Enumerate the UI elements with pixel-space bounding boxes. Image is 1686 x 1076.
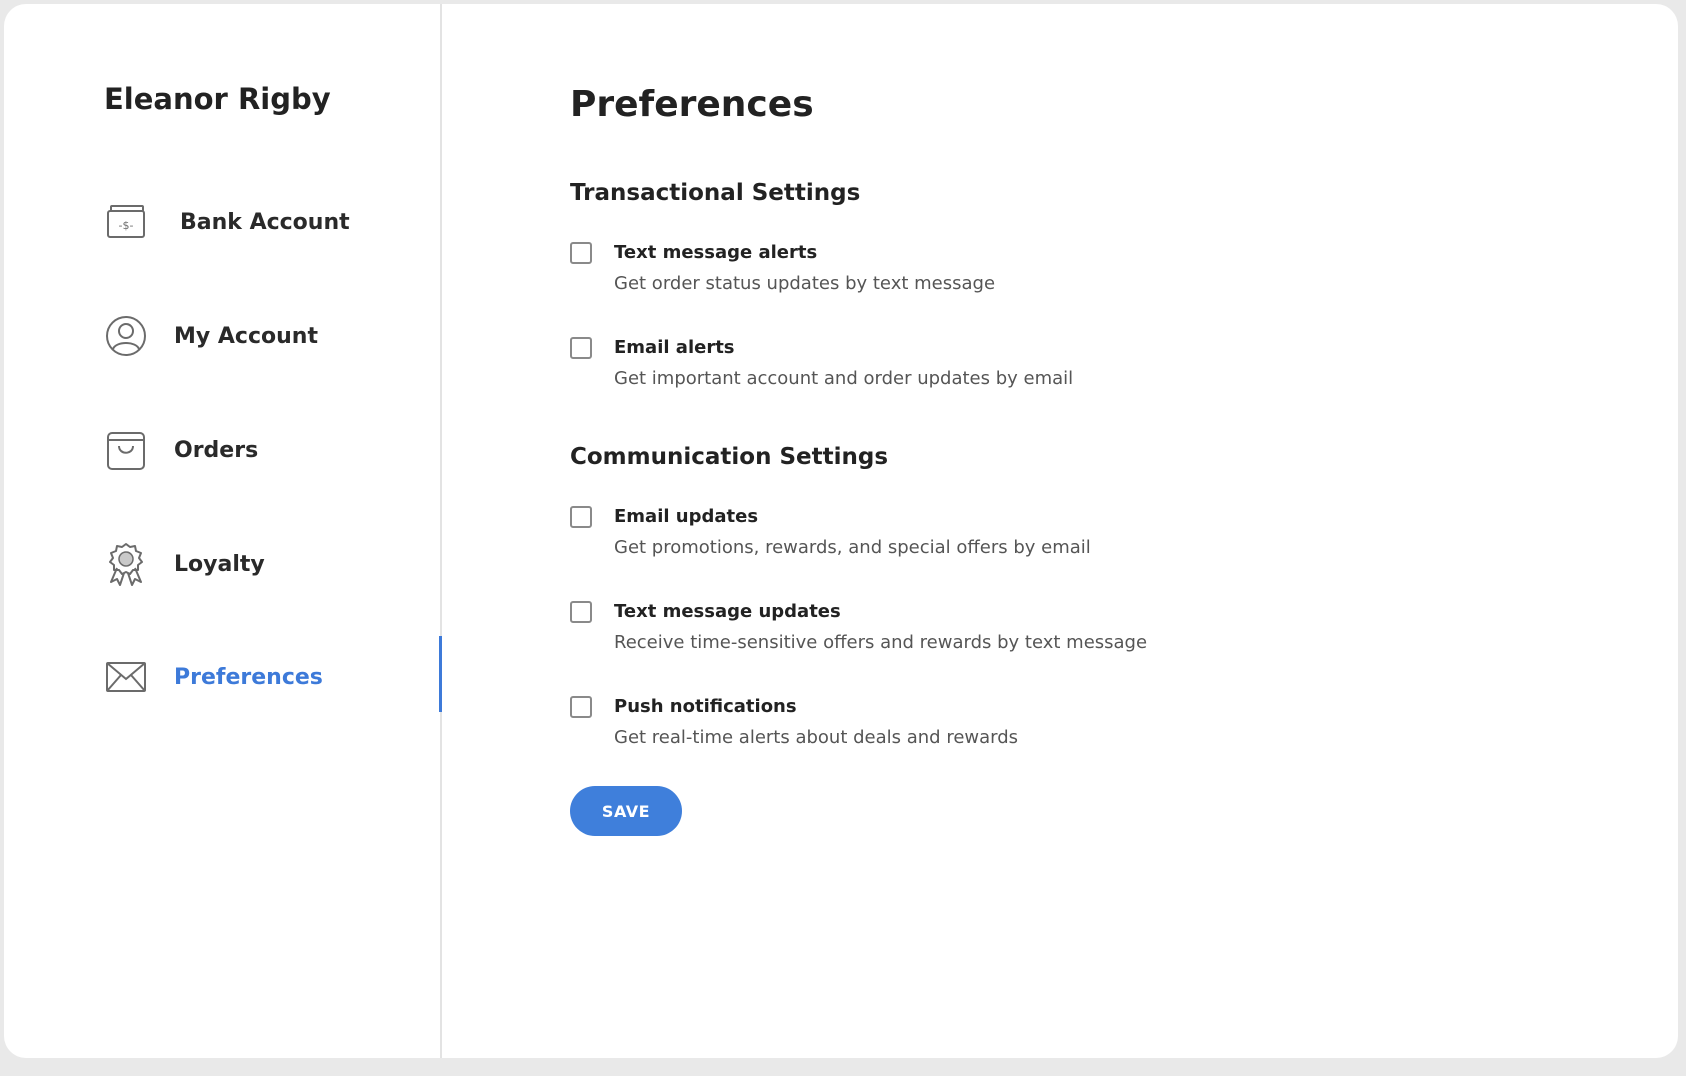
page-title: Preferences: [570, 84, 814, 125]
push-notifications-checkbox[interactable]: [570, 696, 592, 718]
app-window: [4, 4, 1678, 1058]
option-email-updates: [570, 506, 1470, 576]
option-description: Get real-time alerts about deals and rewards: [614, 727, 1019, 748]
sidebar: [4, 4, 442, 1058]
envelope-icon: [104, 655, 148, 699]
sidebar-item-bank-account[interactable]: [104, 187, 440, 257]
email-updates-checkbox[interactable]: [570, 506, 592, 528]
user-circle-icon: [104, 314, 148, 358]
section-title-transactional: Transactional Settings: [570, 180, 861, 206]
text-message-alerts-checkbox[interactable]: [570, 242, 592, 264]
sidebar-item-label: My Account: [174, 323, 318, 349]
option-label: Email updates: [614, 506, 759, 527]
option-text-message-alerts: [570, 242, 1470, 312]
option-label: Push notifications: [614, 696, 797, 717]
save-button[interactable]: SAVE: [570, 786, 682, 836]
user-name: Eleanor Rigby: [104, 82, 331, 116]
sidebar-item-my-account[interactable]: [104, 301, 440, 371]
option-description: Get order status updates by text message: [614, 273, 996, 294]
option-email-alerts: [570, 337, 1470, 407]
sidebar-item-loyalty[interactable]: [104, 529, 440, 599]
email-alerts-checkbox[interactable]: [570, 337, 592, 359]
option-description: Get promotions, rewards, and special offers by email: [614, 537, 1091, 558]
shopping-bag-icon: [104, 428, 148, 472]
sidebar-item-label: Bank Account: [180, 209, 350, 235]
sidebar-item-orders[interactable]: [104, 415, 440, 485]
option-label: Email alerts: [614, 337, 735, 358]
sidebar-item-label: Preferences: [174, 664, 323, 690]
sidebar-item-preferences[interactable]: [104, 642, 440, 712]
svg-text:-$-: -$-: [118, 219, 134, 232]
option-text-message-updates: [570, 601, 1470, 671]
option-push-notifications: [570, 696, 1470, 766]
option-label: Text message updates: [614, 601, 841, 622]
award-badge-icon: [104, 542, 148, 586]
option-description: Receive time-sensitive offers and rewards by text message: [614, 632, 1148, 653]
bank-card-icon: [104, 200, 148, 244]
sidebar-item-label: Orders: [174, 437, 259, 463]
section-title-communication: Communication Settings: [570, 444, 889, 470]
text-message-updates-checkbox[interactable]: [570, 601, 592, 623]
sidebar-item-label: Loyalty: [174, 551, 265, 577]
option-label: Text message alerts: [614, 242, 818, 263]
active-indicator: [439, 636, 442, 712]
main-content: [570, 4, 1678, 1058]
option-description: Get important account and order updates by email: [614, 368, 1074, 389]
